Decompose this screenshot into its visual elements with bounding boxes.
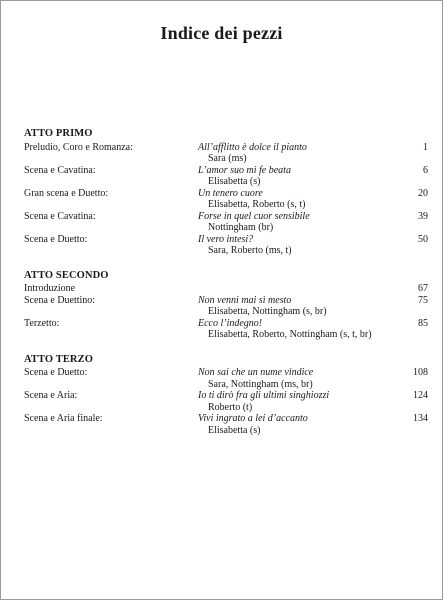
piece-roles: Sara, Roberto (ms, t)	[208, 245, 292, 256]
table-of-contents	[24, 128, 428, 449]
page-number: 67	[418, 283, 428, 294]
piece-roles: Elisabetta, Roberto, Nottingham (s, t, br)	[208, 329, 372, 340]
piece-roles: Nottingham (br)	[208, 222, 274, 233]
piece-incipit: Io ti dirò fra gli ultimi singhiozzi	[198, 390, 330, 401]
page-number: 39	[418, 210, 428, 222]
piece-form: Scena e Duettino:	[24, 294, 96, 306]
piece-form: Terzetto:	[24, 317, 60, 329]
toc-entry[interactable]	[24, 390, 428, 413]
toc-entry[interactable]	[24, 283, 428, 295]
toc-entry[interactable]	[24, 142, 428, 165]
piece-incipit: Un tenero cuore	[198, 187, 263, 199]
toc-entry[interactable]	[24, 234, 428, 257]
piece-form: Scena e Aria finale:	[24, 413, 103, 424]
piece-form: Introduzione	[24, 283, 76, 294]
toc-entry[interactable]	[24, 367, 428, 390]
toc-entry[interactable]	[24, 211, 428, 234]
piece-form: Scena e Cavatina:	[24, 164, 96, 176]
toc-entry[interactable]	[24, 188, 428, 211]
piece-form: Scena e Cavatina:	[24, 210, 96, 222]
page-number: 1	[423, 141, 428, 153]
page-number: 108	[413, 367, 428, 378]
act-section	[24, 270, 428, 341]
page-number: 20	[418, 187, 428, 199]
page-title: Indice dei pezzi	[160, 23, 283, 43]
piece-form: Scena e Duetto:	[24, 367, 88, 378]
act-heading: ATTO SECONDO	[24, 269, 109, 281]
piece-form: Scena e Duetto:	[24, 233, 88, 245]
toc-entry[interactable]	[24, 413, 428, 436]
piece-roles: Elisabetta, Roberto (s, t)	[208, 199, 306, 210]
piece-roles: Elisabetta (s)	[208, 424, 261, 436]
page-number: 50	[418, 233, 428, 245]
piece-roles: Elisabetta (s)	[208, 176, 261, 187]
page-number: 124	[413, 390, 428, 401]
piece-roles: Sara (ms)	[208, 153, 247, 164]
piece-roles: Roberto (t)	[208, 401, 253, 413]
piece-roles: Sara, Nottingham (ms, br)	[208, 378, 313, 390]
toc-entry[interactable]	[24, 295, 428, 318]
piece-roles: Elisabetta, Nottingham (s, br)	[208, 306, 327, 317]
piece-incipit: Vivi ingrato a lei d’accanto	[198, 413, 308, 424]
act-heading: ATTO PRIMO	[24, 128, 93, 139]
toc-entry[interactable]	[24, 165, 428, 188]
piece-incipit: Non sai che un nume vindice	[198, 367, 314, 378]
act-heading: ATTO TERZO	[24, 353, 93, 365]
piece-incipit: Non venni mai sì mesto	[198, 294, 292, 306]
piece-form: Gran scena e Duetto:	[24, 187, 109, 199]
piece-form: Scena e Aria:	[24, 390, 78, 401]
page-number: 85	[418, 317, 428, 329]
page-number: 6	[423, 164, 428, 176]
act-section	[24, 128, 428, 257]
act-section	[24, 354, 428, 437]
piece-form: Preludio, Coro e Romanza:	[24, 141, 133, 153]
piece-incipit: Ecco l’indegno!	[198, 317, 263, 329]
piece-incipit: Forse in quel cuor sensibile	[198, 210, 310, 222]
toc-entry[interactable]	[24, 318, 428, 341]
piece-incipit: All’afflitto è dolce il pianto	[198, 141, 307, 153]
page-number: 134	[413, 413, 428, 424]
page-number: 75	[418, 294, 428, 306]
piece-incipit: Il vero intesi?	[198, 233, 254, 245]
piece-incipit: L’amor suo mi fe beata	[198, 164, 291, 176]
